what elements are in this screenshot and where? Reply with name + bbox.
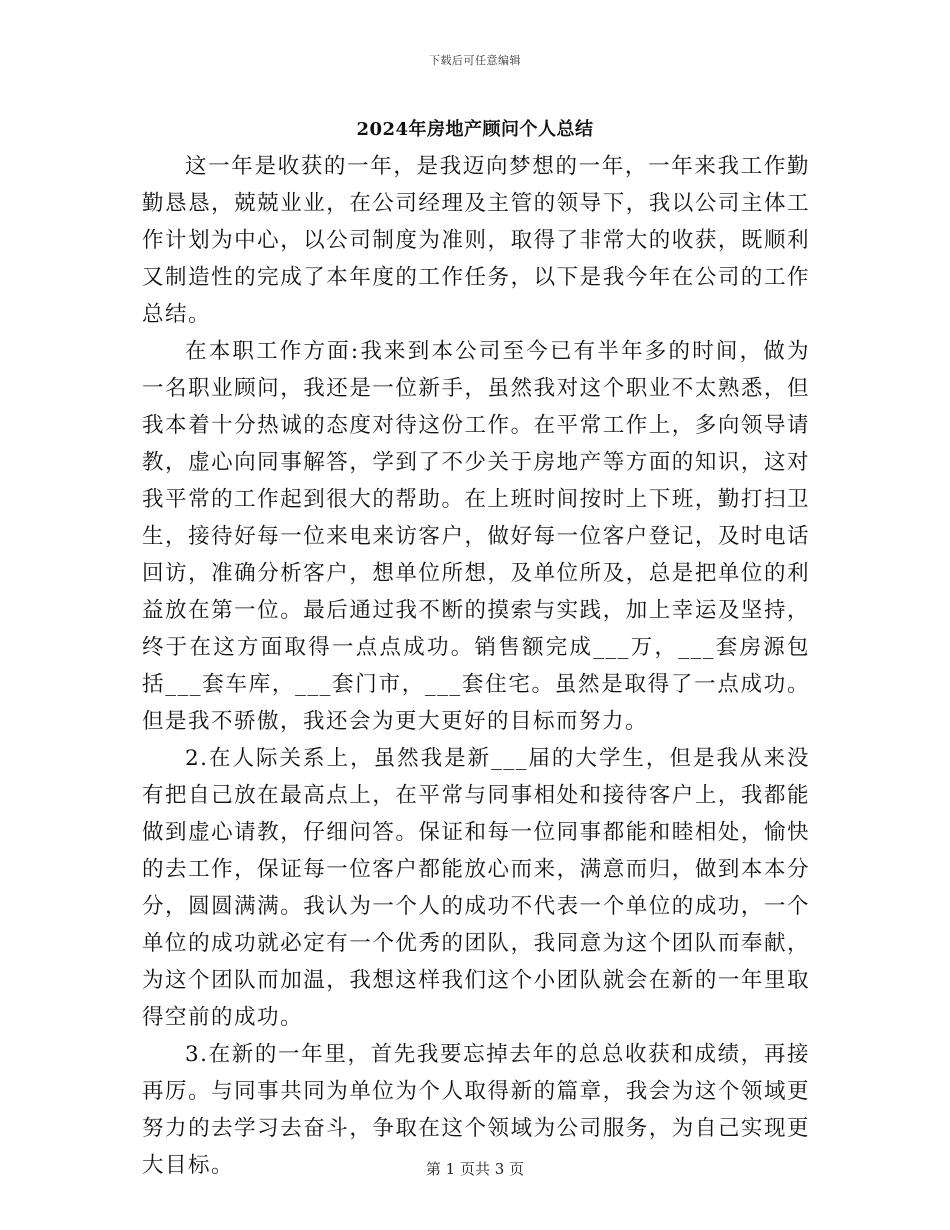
paragraph-relationships: 2.在人际关系上，虽然我是新___届的大学生，但是我从来没有把自己放在最高点上，在平常与同事相处和接待客户上，我都能做到虚心请教，仔细问答。保证和每一位同事都能和睦相处，愉快的去工作，保证每一位客户都能放心而来，满意而归，做到本本分分，圆圆满满。我认为一个人的成功不代表一个单位的成功，一个单位的成功就必定有一个优秀的团队，我同意为这个团队而奉献，为这个团队而加温，我想这样我们这个小团队就会在新的一年里取得空前的成功。 bbox=[142, 746, 810, 1030]
header-note: 下载后可任意编辑 bbox=[429, 54, 521, 67]
document-body bbox=[142, 148, 810, 1184]
paragraph-intro: 这一年是收获的一年，是我迈向梦想的一年，一年来我工作勤勤恳恳，兢兢业业，在公司经理及主管的领导下，我以公司主体工作计划为中心，以公司制度为准则，取得了非常大的收获，既顺利又制造性的完成了本年度的工作任务，以下是我今年在公司的工作总结。 bbox=[142, 154, 810, 327]
paragraph-new-year: 3.在新的一年里，首先我要忘掉去年的总总收获和成绩，再接再厉。与同事共同为单位为个人取得新的篇章，我会为这个领域更努力的去学习去奋斗，争取在这个领域为公司服务，为自己实现更大目标。 bbox=[142, 1042, 810, 1178]
page-number: 第 1 页共 3 页 bbox=[425, 1160, 525, 1178]
document-title: 2024年房地产顾问个人总结 bbox=[356, 119, 594, 140]
paragraph-job-duties: 在本职工作方面:我来到本公司至今已有半年多的时间，做为一名职业顾问，我还是一位新手，虽然我对这个职业不太熟悉，但我本着十分热诚的态度对待这份工作。在平常工作上，多向领导请教，虚心向同事解答，学到了不少关于房地产等方面的知识，这对我平常的工作起到很大的帮助。在上班时间按时上下班，勤打扫卫生，接待好每一位来电来访客户，做好每一位客户登记，及时电话回访，准确分析客户，想单位所想，及单位所及，总是把单位的利益放在第一位。最后通过我不断的摸索与实践，加上幸运及坚持，终于在这方面取得一点点成功。销售额完成___万，___套房源包括___套车库，___套门市，___套住宅。虽然是取得了一点成功。但是我不骄傲，我还会为更大更好的目标而努力。 bbox=[142, 339, 810, 734]
